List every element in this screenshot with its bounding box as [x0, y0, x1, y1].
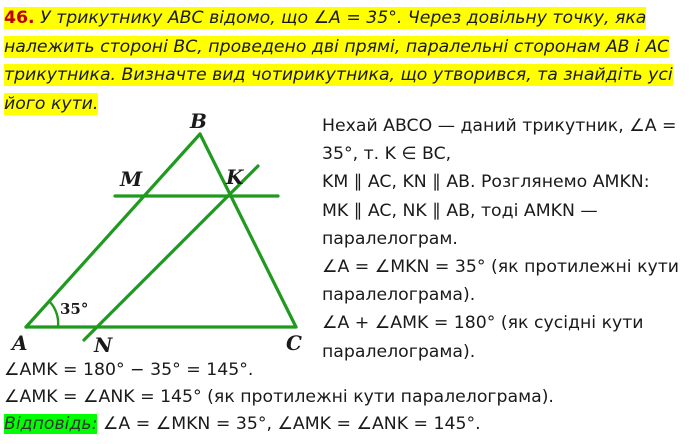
triangle-figure [0, 108, 320, 358]
angle-label: 35° [60, 300, 89, 318]
solution-text [322, 112, 694, 366]
answer-text: ∠A = ∠MKN = 35°, ∠AMK = ∠ANK = 145°. [97, 414, 481, 434]
label-b: B [190, 109, 207, 133]
solution-line: ∠A + ∠AMK = 180° (як сусідні кути паралелограма). [322, 313, 644, 362]
label-n: N [94, 333, 113, 357]
label-k: K [226, 165, 244, 189]
answer-label: Відповідь: [4, 414, 98, 434]
bottom-line: ∠AMK = ∠ANK = 145° (як протилежні кути паралелограма). [4, 387, 554, 407]
label-c: C [286, 331, 302, 355]
problem-statement [4, 4, 690, 118]
solution-line: ∠A = ∠MKN = 35° (як протилежні кути паралелограма). [322, 257, 680, 306]
solution-line: MK ∥ AC, NK ∥ AB, тоді AMKN — паралелограм. [322, 200, 598, 249]
solution-line: Нехай ABCO — даний трикутник, ∠A = 35°, т. K ∈ BC, [322, 116, 677, 165]
problem-number: 46. [4, 8, 35, 28]
solution-line: KM ∥ AC, KN ∥ AB. Розглянемо AMKN: [322, 172, 650, 193]
label-a: A [12, 331, 28, 355]
bottom-line: ∠AMK = 180° − 35° = 145°. [4, 360, 254, 380]
answer-line [4, 414, 481, 434]
line-nk [84, 166, 258, 340]
label-m: M [120, 167, 143, 191]
problem-text: У трикутнику ABC відомо, що ∠A = 35°. Через довільну точку, яка належить стороні BC, проведено дві прямі, паралельні сторонам AB і AC трикутника. Визначте вид чотирикутника, що утворився, та знайдіть усі його кути. [4, 8, 673, 114]
angle-a-arc [50, 302, 58, 327]
side-bc [200, 134, 296, 327]
side-ab [26, 134, 200, 327]
problem-highlight [4, 7, 673, 115]
